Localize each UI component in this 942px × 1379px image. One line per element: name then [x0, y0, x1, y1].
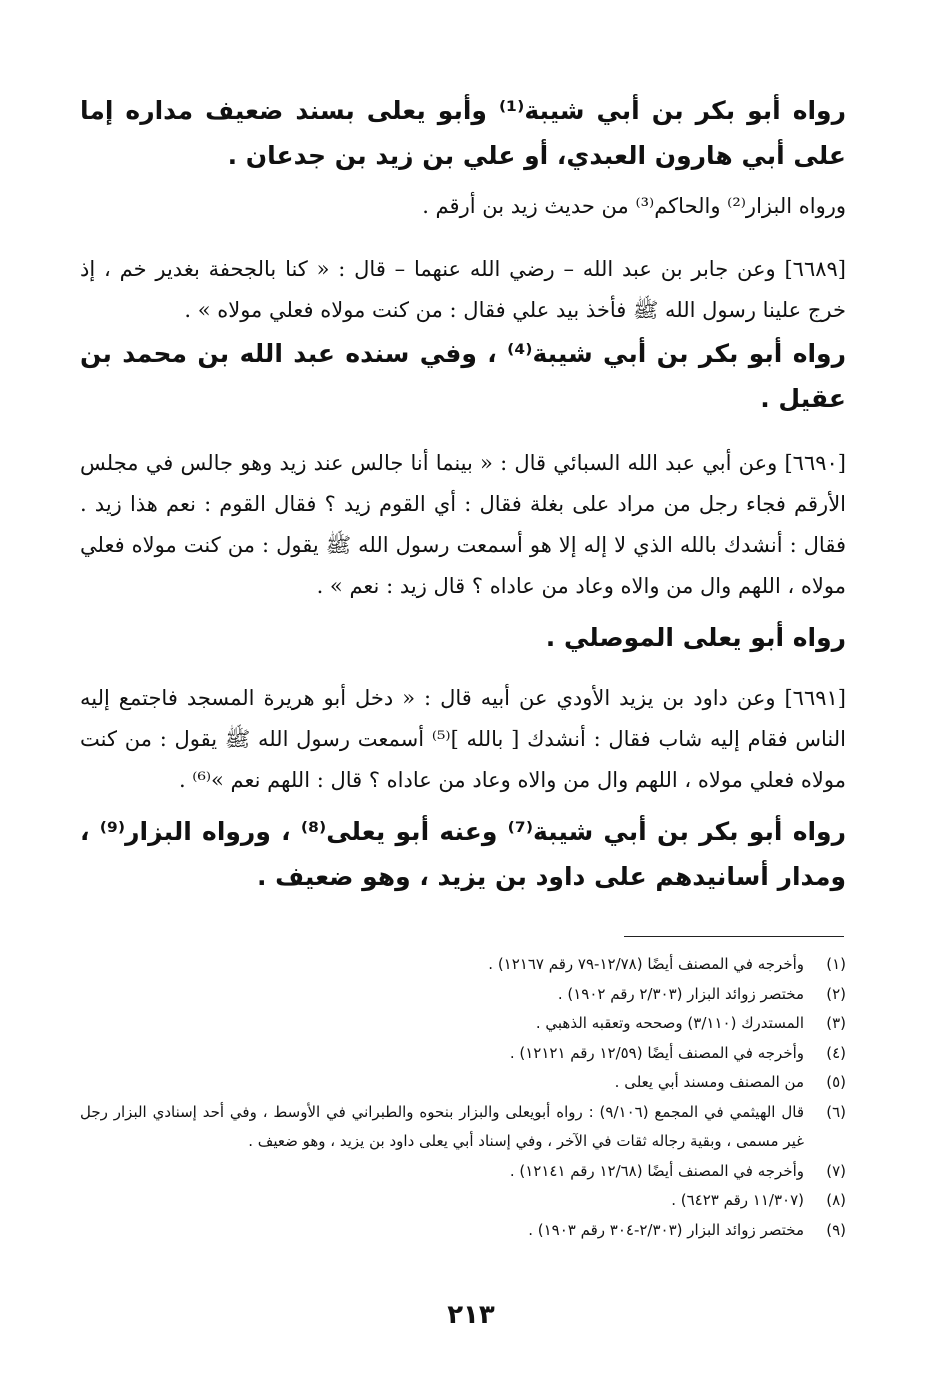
paragraph-p1: رواه أبو بكر بن أبي شيبة⁽¹⁾ وأبو يعلى بسند ضعيف مداره إما على أبي هارون العبدي، أو علي بن زيد بن جدعان .	[80, 96, 846, 170]
footnote-number: (٩)	[826, 1220, 846, 1239]
footnote-text: (١١/٣٠٧ رقم ٦٤٢٣) .	[671, 1191, 804, 1209]
hadith-6691: [٦٦٩١] وعن داود بن يزيد الأودي عن أبيه قال : « دخل أبو هريرة المسجد فاجتمع إليه الناس فقام إليه شاب فقال : أنشدك [ بالله ]⁽⁵⁾ أسمعت رسول الله ﷺ يقول : من كنت مولاه فعلي مولاه ، اللهم وال من والاه وعاد من عاداه ؟ قال : اللهم نعم »⁽⁶⁾ .	[80, 686, 846, 792]
footnote-text: المستدرك (٣/١١٠) وصححه وتعقبه الذهبي .	[535, 1014, 804, 1032]
paragraph-p4: رواه أبو بكر بن أبي شيبة⁽⁴⁾ ، وفي سنده عبد الله بن محمد بن عقيل .	[80, 339, 846, 413]
footnote-1	[80, 950, 846, 980]
footnote-text: قال الهيثمي في المجمع (٩/١٠٦) : رواه أبويعلى والبزار بنحوه والطبراني في الأوسط ، وفي أحد إسنادي البزار رجل غير مسمى ، وبقية رجاله ثقات في الآخر ، وفي إسناد أبي يعلى داود بن يزيد ، وهو ضعيف .	[80, 1102, 804, 1150]
footnote-separator	[624, 936, 844, 937]
hadith-6690: [٦٦٩٠] وعن أبي عبد الله السبائي قال : « بينما أنا جالس عند زيد وهو جالس في مجلس الأرقم فجاء رجل من مراد على بغلة فقال : أي القوم زيد ؟ فقال القوم : نعم هذا زيد . فقال : أنشدك بالله الذي لا إله إلا هو أسمعت رسول الله ﷺ يقول : من كنت مولاه فعلي مولاه ، اللهم وال من والاه وعاد من عاداه ؟ قال زيد : نعم » .	[80, 451, 846, 598]
hadith-6689: [٦٦٨٩] وعن جابر بن عبد الله – رضي الله عنهما – قال : « كنا بالجحفة بغدير خم ، إذ خرج علينا رسول الله ﷺ فأخذ بيد علي فقال : من كنت مولاه فعلي مولاه » .	[80, 257, 846, 322]
footnote-number: (٢)	[826, 984, 846, 1003]
footnote-number: (٣)	[826, 1014, 846, 1032]
footnotes	[80, 950, 846, 1245]
footnote-number: (٧)	[826, 1161, 846, 1180]
footnote-4	[80, 1039, 846, 1069]
footnote-number: (٦)	[826, 1102, 846, 1121]
main-text	[80, 88, 846, 899]
footnote-8	[80, 1186, 846, 1216]
footnote-2	[80, 980, 846, 1010]
footnote-3	[80, 1009, 846, 1039]
footnote-6	[80, 1098, 846, 1157]
footnote-text: من المصنف ومسند أبي يعلى .	[614, 1073, 804, 1091]
footnote-text: وأخرجه في المصنف أيضًا (١٢/٧٨-٧٩ رقم ١٢١٦٧) .	[488, 955, 804, 973]
footnote-number: (١)	[826, 955, 846, 973]
footnote-text: مختصر زوائد البزار (٢/٣٠٣-٣٠٤ رقم ١٩٠٣) .	[528, 1220, 804, 1239]
paragraph-p2: ورواه البزار⁽²⁾ والحاكم⁽³⁾ من حديث زيد بن أرقم .	[422, 194, 846, 218]
paragraph-p8: رواه أبو بكر بن أبي شيبة⁽⁷⁾ وعنه أبو يعلى⁽⁸⁾ ، ورواه البزار⁽⁹⁾ ، ومدار أسانيدهم على داود بن يزيد ، وهو ضعيف .	[80, 817, 846, 891]
footnote-text: وأخرجه في المصنف أيضًا (١٢/٥٩ رقم ١٢١٢١) .	[509, 1043, 804, 1062]
paragraph-p6: رواه أبو يعلى الموصلي .	[545, 623, 846, 652]
footnote-9	[80, 1216, 846, 1246]
footnote-text: وأخرجه في المصنف أيضًا (١٢/٦٨ رقم ١٢١٤١) .	[509, 1161, 804, 1180]
page-number: ٢١٣	[447, 1300, 495, 1330]
footnote-number: (٥)	[826, 1073, 846, 1091]
footnote-5	[80, 1068, 846, 1098]
footnote-text: مختصر زوائد البزار (٢/٣٠٣ رقم ١٩٠٢) .	[557, 984, 804, 1003]
footnote-number: (٨)	[826, 1191, 846, 1209]
footnote-number: (٤)	[826, 1043, 846, 1062]
footnote-7	[80, 1157, 846, 1187]
